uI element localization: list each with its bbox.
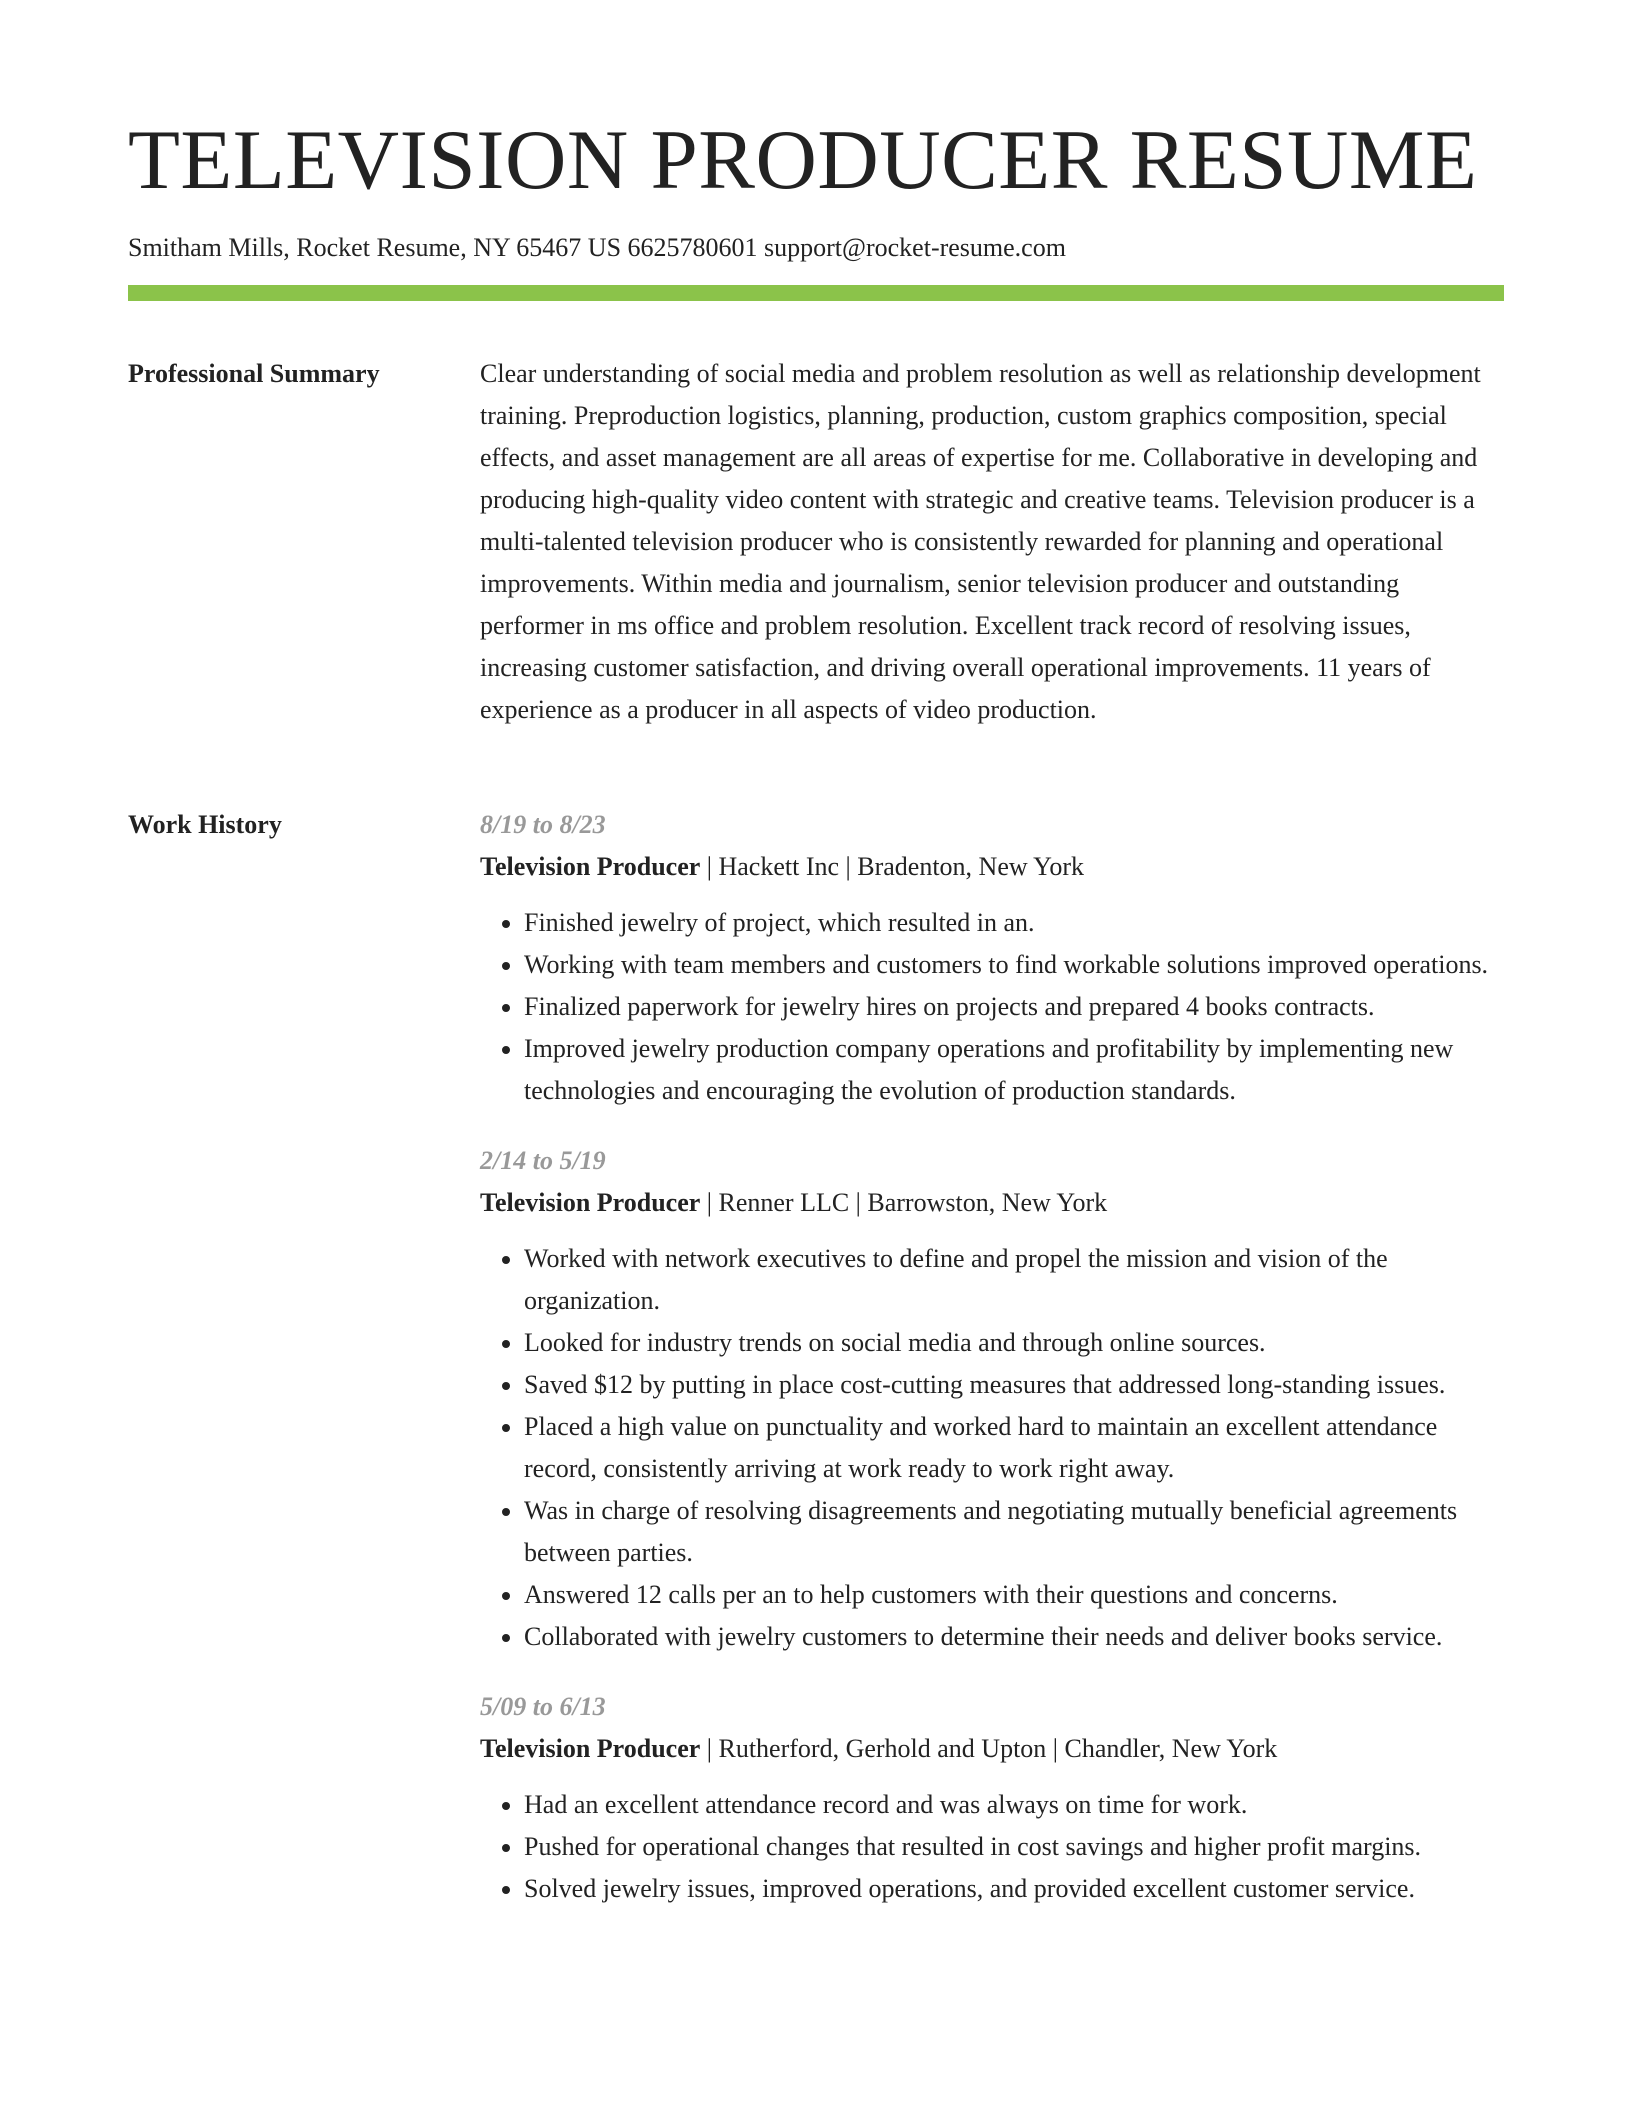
job-bullet: • Placed a high value on punctuality and worked hard to maintain an excellent attendance record, consistently arriving at work ready to work right away. (524, 1406, 1504, 1490)
job-bullet: • Working with team members and customers to find workable solutions improved operations. (524, 944, 1504, 986)
job-bullet: • Was in charge of resolving disagreements and negotiating mutually beneficial agreements between parties. (524, 1490, 1504, 1574)
summary-body (480, 353, 1504, 731)
job-bullets (480, 1784, 1504, 1910)
job-details: | Hackett Inc | Bradenton, New York (700, 852, 1084, 881)
job-bullets (480, 902, 1504, 1112)
job-dates: 2/14 to 5/19 (480, 1146, 606, 1175)
job-heading (480, 846, 1504, 888)
job-bullet: • Finalized paperwork for jewelry hires on projects and prepared 4 books contracts. (524, 986, 1504, 1028)
job-entry (480, 804, 1504, 1112)
job-bullet: • Collaborated with jewelry customers to determine their needs and deliver books service. (524, 1616, 1504, 1658)
summary-text: Clear understanding of social media and problem resolution as well as relationship development training. Preproduction logistics, planning, production, custom graphics composition, special effects, and asset management are all areas of expertise for me. Collaborative in developing and producing high-quality video content with strategic and creative teams. Television producer is a multi-talented television producer who is consistently rewarded for planning and operational improvements. Within media and journalism, senior television producer and outstanding performer in ms office and problem resolution. Excellent track record of resolving issues, increasing customer satisfaction, and driving overall operational improvements. 11 years of experience as a producer in all aspects of video production. (480, 359, 1481, 724)
job-bullets (480, 1238, 1504, 1658)
resume-title: TELEVISION PRODUCER RESUME (128, 113, 1478, 207)
contact-line: Smitham Mills, Rocket Resume, NY 65467 US 6625780601 support@rocket-resume.com (128, 233, 1066, 262)
job-bullet: • Looked for industry trends on social media and through online sources. (524, 1322, 1504, 1364)
job-bullet: • Finished jewelry of project, which resulted in an. (524, 902, 1504, 944)
job-details: | Renner LLC | Barrowston, New York (700, 1188, 1108, 1217)
job-bullet: • Worked with network executives to define and propel the mission and vision of the organization. (524, 1238, 1504, 1322)
summary-label: Professional Summary (128, 359, 380, 388)
job-dates: 8/19 to 8/23 (480, 810, 606, 839)
job-bullet: • Improved jewelry production company operations and profitability by implementing new technologies and encouraging the evolution of production standards. (524, 1028, 1504, 1112)
job-title: Television Producer (480, 852, 701, 881)
job-heading (480, 1182, 1504, 1224)
job-details: | Rutherford, Gerhold and Upton | Chandler, New York (700, 1734, 1278, 1763)
job-bullet: • Solved jewelry issues, improved operations, and provided excellent customer service. (524, 1868, 1504, 1910)
job-entry (480, 1140, 1504, 1658)
job-bullet: • Answered 12 calls per an to help customers with their questions and concerns. (524, 1574, 1504, 1616)
job-title: Television Producer (480, 1188, 701, 1217)
job-entry (480, 1686, 1504, 1910)
work-history-body (480, 804, 1504, 1938)
work-history-label: Work History (128, 810, 282, 839)
job-title: Television Producer (480, 1734, 701, 1763)
job-bullet: • Pushed for operational changes that resulted in cost savings and higher profit margins. (524, 1826, 1504, 1868)
job-heading (480, 1728, 1504, 1770)
job-bullet: • Saved $12 by putting in place cost-cutting measures that addressed long-standing issues. (524, 1364, 1504, 1406)
job-dates: 5/09 to 6/13 (480, 1692, 606, 1721)
job-bullet: • Had an excellent attendance record and was always on time for work. (524, 1784, 1504, 1826)
accent-rule (128, 285, 1504, 301)
